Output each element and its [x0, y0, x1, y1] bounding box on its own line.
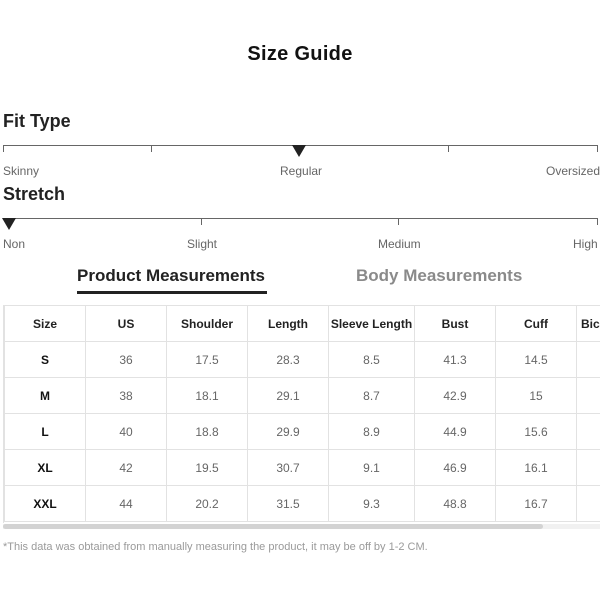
- header-sleeve-length: Sleeve Length: [329, 306, 415, 342]
- stretch-label: Stretch: [3, 184, 66, 204]
- fit-type-tick: [597, 145, 598, 152]
- stretch-option-slight: Slight: [187, 237, 218, 251]
- table-cell: 15: [496, 378, 577, 414]
- table-cell: 20.2: [167, 486, 248, 522]
- active-tab-underline: [77, 291, 267, 294]
- table-cell: 8.9: [329, 414, 415, 450]
- fit-type-option-skinny: Skinny: [3, 164, 40, 178]
- size-cell: S: [5, 342, 86, 378]
- table-cell: 15.6: [496, 414, 577, 450]
- table-cell: [577, 450, 600, 486]
- table-header-row: [5, 306, 600, 342]
- table-cell: 29.9: [248, 414, 329, 450]
- table-cell: 17.5: [167, 342, 248, 378]
- size-cell: XL: [5, 450, 86, 486]
- table-cell: 44.9: [415, 414, 496, 450]
- header-shoulder: Shoulder: [167, 306, 248, 342]
- table-cell: 40: [86, 414, 167, 450]
- table-cell: 16.1: [496, 450, 577, 486]
- table-cell: 9.1: [329, 450, 415, 486]
- table-cell: 38: [86, 378, 167, 414]
- table-row: [5, 414, 600, 450]
- table-cell: 18.1: [167, 378, 248, 414]
- stretch-tick: [201, 218, 202, 225]
- stretch-scale-line: [3, 218, 598, 219]
- table-cell: 42: [86, 450, 167, 486]
- fit-type-marker-icon: [292, 145, 306, 157]
- table-cell: 44: [86, 486, 167, 522]
- table-row: [5, 378, 600, 414]
- table-row: [5, 342, 600, 378]
- fit-type-tick: [3, 145, 4, 152]
- measurement-table: [4, 305, 600, 522]
- fit-type-option-oversized: Oversized: [546, 164, 600, 178]
- tab-product-measurements[interactable]: Product Measurements: [77, 266, 265, 285]
- table-cell: 14.5: [496, 342, 577, 378]
- stretch-option-high: High: [573, 237, 598, 251]
- table-cell: 36: [86, 342, 167, 378]
- table-cell: 30.7: [248, 450, 329, 486]
- table-cell: [577, 342, 600, 378]
- horizontal-scrollbar-thumb[interactable]: [3, 524, 543, 529]
- header-cuff: Cuff: [496, 306, 577, 342]
- size-cell: M: [5, 378, 86, 414]
- table-cell: 8.7: [329, 378, 415, 414]
- size-cell: XXL: [5, 486, 86, 522]
- table-cell: 48.8: [415, 486, 496, 522]
- table-cell: 31.5: [248, 486, 329, 522]
- header-size: Size: [5, 306, 86, 342]
- stretch-tick: [597, 218, 598, 225]
- stretch-option-medium: Medium: [378, 237, 421, 251]
- table-cell: 42.9: [415, 378, 496, 414]
- fit-type-tick: [151, 145, 152, 152]
- measurement-tabs: [0, 266, 600, 296]
- size-cell: L: [5, 414, 86, 450]
- table-cell: [577, 414, 600, 450]
- fit-type-label: Fit Type: [3, 111, 71, 131]
- tab-body-measurements[interactable]: Body Measurements: [356, 266, 523, 285]
- table-cell: 41.3: [415, 342, 496, 378]
- fit-type-option-regular: Regular: [280, 164, 323, 178]
- page-title: Size Guide: [247, 43, 353, 65]
- measurement-disclaimer: *This data was obtained from manually measuring the product, it may be off by 1-2 CM.: [3, 541, 428, 553]
- stretch-marker-icon: [2, 218, 16, 230]
- table-cell: 29.1: [248, 378, 329, 414]
- table-cell: [577, 378, 600, 414]
- header-bicep: Bic: [577, 306, 600, 342]
- table-cell: 16.7: [496, 486, 577, 522]
- table-cell: 8.5: [329, 342, 415, 378]
- header-length: Length: [248, 306, 329, 342]
- measurement-table-container[interactable]: [3, 305, 600, 523]
- fit-type-tick: [448, 145, 449, 152]
- table-cell: 19.5: [167, 450, 248, 486]
- table-cell: 46.9: [415, 450, 496, 486]
- table-cell: [577, 486, 600, 522]
- table-row: [5, 486, 600, 522]
- table-cell: 9.3: [329, 486, 415, 522]
- stretch-tick: [398, 218, 399, 225]
- table-row: [5, 450, 600, 486]
- table-cell: 18.8: [167, 414, 248, 450]
- stretch-option-non: Non: [3, 237, 26, 251]
- table-cell: 28.3: [248, 342, 329, 378]
- header-bust: Bust: [415, 306, 496, 342]
- header-us: US: [86, 306, 167, 342]
